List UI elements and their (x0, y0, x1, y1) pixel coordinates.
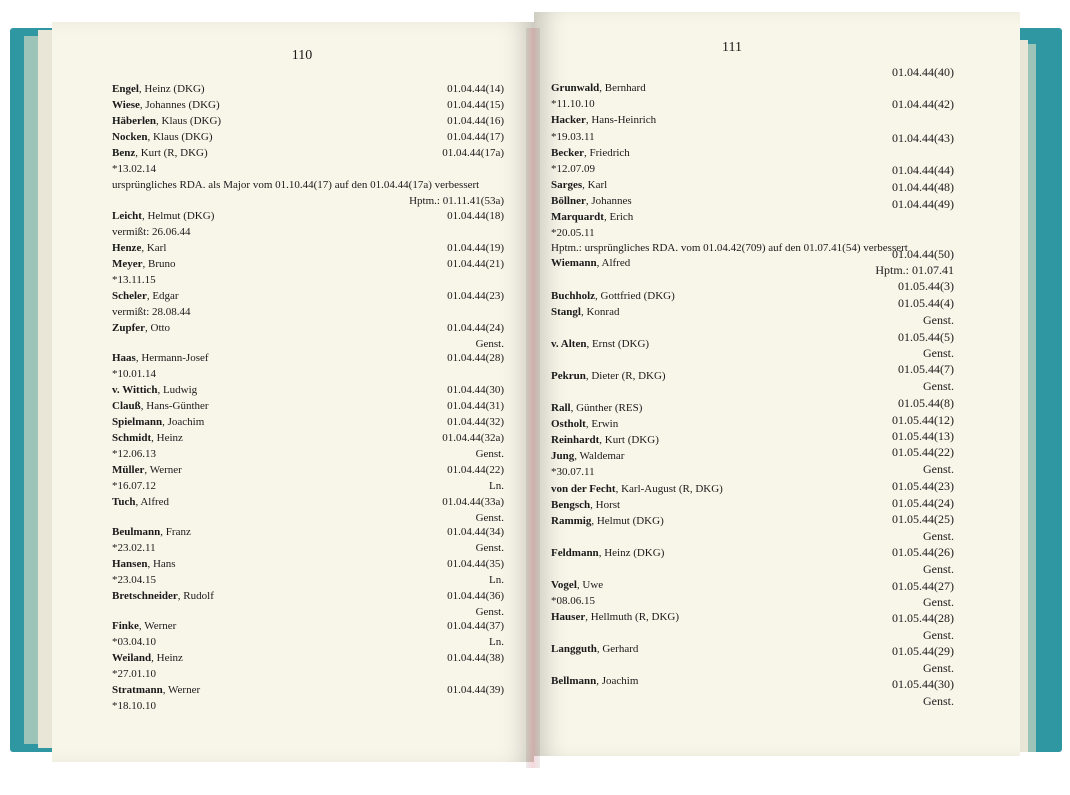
entry-given-name: , Günther (RES) (570, 402, 643, 414)
entry-name (551, 449, 624, 463)
entry-name (112, 463, 182, 477)
entry-given-name: , Hans (147, 558, 176, 570)
entry-name (551, 674, 638, 688)
entry-name (551, 578, 603, 592)
entry-surname: Finke (112, 620, 139, 632)
entry-date: 01.04.44(32a) (442, 432, 504, 444)
entry-remark: Genst. (923, 313, 954, 327)
entry-date: 01.05.44(29) (892, 644, 954, 658)
entry-surname: Bellmann (551, 675, 597, 687)
entry-surname: Häberlen (112, 115, 156, 127)
entry-given-name: , Rudolf (177, 590, 214, 602)
entry-remark: Genst. (475, 606, 504, 618)
entry-surname: Grunwald (551, 82, 600, 94)
entry-surname: Rall (551, 402, 571, 414)
entry-remark: Hptm.: 01.11.41(53a) (409, 195, 504, 207)
entry-remark: Genst. (923, 462, 954, 476)
entry-date: 01.04.44(49) (892, 197, 954, 211)
entry-remark: Genst. (475, 338, 504, 350)
entry-date: 01.04.44(32) (447, 416, 504, 428)
entry-note: *03.04.10 (112, 636, 156, 648)
entry-name (112, 351, 209, 365)
entry-given-name: , Johannes (585, 195, 632, 207)
entry-surname: Weiland (112, 652, 152, 664)
entry-note: *18.10.10 (112, 700, 156, 712)
entry-given-name: , Gottfried (DKG) (595, 290, 675, 302)
entry-name (551, 546, 664, 560)
entry-date: 01.04.44(17a) (442, 147, 504, 159)
entry-date: 01.05.44(7) (898, 362, 954, 376)
entry-date: 01.04.44(16) (447, 115, 504, 127)
entry-remark: Hptm.: 01.07.41 (875, 263, 954, 277)
entry-note: *16.07.12 (112, 480, 156, 492)
entry-note: vermißt: 26.06.44 (112, 226, 191, 238)
entry-given-name: , Joachim (596, 675, 639, 687)
entry-name (551, 256, 630, 270)
entry-remark: Genst. (475, 542, 504, 554)
entry-date: 01.04.44(34) (447, 526, 504, 538)
entry-given-name: , Alfred (596, 257, 631, 269)
entry-given-name: , Konrad (580, 306, 620, 318)
entry-given-name: , Kurt (DKG) (599, 434, 659, 446)
entry-surname: Leicht (112, 210, 142, 222)
entry-name (551, 433, 659, 447)
entry-given-name: , Hans-Günther (140, 400, 209, 412)
entry-given-name: , Helmut (DKG) (141, 210, 215, 222)
entry-name (551, 417, 618, 431)
entry-surname: Vogel (551, 579, 577, 591)
entry-given-name: , Edgar (146, 290, 179, 302)
entry-name (112, 557, 176, 571)
entry-surname: Jung (551, 450, 575, 462)
entry-date: 01.05.44(27) (892, 579, 954, 593)
entry-given-name: , Klaus (DKG) (156, 115, 222, 127)
entry-given-name: , Bruno (142, 258, 176, 270)
entry-surname: Stangl (551, 306, 581, 318)
entry-surname: Buchholz (551, 290, 596, 302)
entry-date: 01.04.44(35) (447, 558, 504, 570)
entry-date: 01.04.44(22) (447, 464, 504, 476)
entry-given-name: , Erwin (585, 418, 619, 430)
entry-given-name: , Franz (160, 526, 191, 538)
entry-given-name: , Waldemar (574, 450, 625, 462)
entry-surname: Ostholt (551, 418, 586, 430)
entry-surname: Beulmann (112, 526, 161, 538)
entry-given-name: , Hellmuth (R, DKG) (585, 611, 680, 623)
entry-surname: Benz (112, 147, 136, 159)
entry-surname: von der Fecht (551, 483, 616, 495)
entry-surname: Meyer (112, 258, 143, 270)
entry-name (112, 651, 183, 665)
entry-name (551, 210, 633, 224)
entry-date: 01.04.44(33a) (442, 496, 504, 508)
entry-note: *08.06.15 (551, 595, 595, 607)
entry-name (551, 113, 656, 127)
entry-surname: Becker (551, 147, 584, 159)
entry-name (551, 514, 664, 528)
entry-given-name: , Karl-August (R, DKG) (615, 483, 723, 495)
entry-surname: Engel (112, 83, 139, 95)
entry-surname: Haas (112, 352, 136, 364)
entry-remark: Ln. (489, 480, 504, 492)
entry-name (551, 289, 675, 303)
entry-note: *13.02.14 (112, 163, 156, 175)
entry-surname: Hacker (551, 114, 586, 126)
entry-date: 01.04.44(15) (447, 99, 504, 111)
entry-name (551, 178, 607, 192)
entry-date: 01.04.44(42) (892, 97, 954, 111)
entry-note: *13.11.15 (112, 274, 156, 286)
entry-date: 01.05.44(4) (898, 296, 954, 310)
entry-surname: Bretschneider (112, 590, 178, 602)
entry-name (551, 305, 619, 319)
entry-remark: Genst. (923, 562, 954, 576)
entry-surname: v. Alten (551, 338, 587, 350)
entry-surname: Müller (112, 464, 145, 476)
entry-date: 01.05.44(26) (892, 545, 954, 559)
entry-remark: Genst. (923, 346, 954, 360)
entry-note: *11.10.10 (551, 98, 595, 110)
entry-surname: Stratmann (112, 684, 163, 696)
entry-date: 01.05.44(30) (892, 677, 954, 691)
entry-date: 01.05.44(12) (892, 413, 954, 427)
entry-given-name: , Kurt (R, DKG) (135, 147, 208, 159)
left-page (52, 22, 534, 762)
entry-given-name: , Johannes (DKG) (139, 99, 220, 111)
page-number-left: 110 (291, 48, 313, 63)
entry-date: 01.05.44(28) (892, 611, 954, 625)
entry-given-name: , Heinz (DKG) (138, 83, 205, 95)
entry-given-name: , Bernhard (599, 82, 646, 94)
entry-surname: Sarges (551, 179, 583, 191)
entry-date: 01.05.44(22) (892, 445, 954, 459)
entry-given-name: , Joachim (162, 416, 205, 428)
entry-surname: Pekrun (551, 370, 586, 382)
entry-surname: Nocken (112, 131, 148, 143)
entry-name (112, 209, 214, 223)
entry-remark: Ln. (489, 574, 504, 586)
entry-name (112, 146, 208, 160)
entry-name (551, 498, 620, 512)
entry-name (551, 610, 679, 624)
entry-date: 01.04.44(40) (892, 65, 954, 79)
entry-name (112, 431, 183, 445)
entry-name (551, 337, 649, 351)
page-number-right: 111 (722, 40, 742, 55)
entry-date: 01.04.44(48) (892, 180, 954, 194)
entry-name (551, 146, 630, 160)
entry-date: 01.05.44(3) (898, 279, 954, 293)
entry-surname: Böllner (551, 195, 586, 207)
entry-name (112, 257, 176, 271)
entry-name (551, 81, 646, 95)
entry-surname: Scheler (112, 290, 147, 302)
entry-given-name: , Klaus (DKG) (147, 131, 213, 143)
entry-name (112, 589, 214, 603)
entry-note: Hptm.: ursprüngliches RDA. vom 01.04.42(709) auf den 01.07.41(54) verbessert (551, 242, 908, 254)
entry-surname: Marquardt (551, 211, 604, 223)
entry-name (112, 114, 221, 128)
entry-given-name: , Otto (145, 322, 171, 334)
entry-name (112, 241, 166, 255)
entry-remark: Genst. (923, 694, 954, 708)
entry-note: *10.01.14 (112, 368, 156, 380)
entry-remark: Genst. (923, 628, 954, 642)
entry-note: vermißt: 28.08.44 (112, 306, 191, 318)
entry-date: 01.05.44(24) (892, 496, 954, 510)
entry-date: 01.04.44(39) (447, 684, 504, 696)
entry-date: 01.04.44(31) (447, 400, 504, 412)
entry-surname: Langguth (551, 643, 597, 655)
entry-surname: Bengsch (551, 499, 591, 511)
entry-date: 01.05.44(8) (898, 396, 954, 410)
entry-given-name: , Hermann-Josef (135, 352, 209, 364)
entry-remark: Genst. (923, 595, 954, 609)
entry-date: 01.04.44(38) (447, 652, 504, 664)
entry-given-name: , Alfred (135, 496, 170, 508)
entry-date: 01.04.44(19) (447, 242, 504, 254)
entry-remark: Genst. (475, 512, 504, 524)
entry-remark: Ln. (489, 636, 504, 648)
entry-name (112, 495, 169, 509)
entry-name (112, 321, 170, 335)
entry-name (112, 619, 176, 633)
entry-given-name: , Horst (590, 499, 621, 511)
entry-remark: Genst. (923, 379, 954, 393)
entry-surname: Feldmann (551, 547, 599, 559)
entry-remark: Genst. (475, 448, 504, 460)
entry-given-name: , Dieter (R, DKG) (585, 370, 666, 382)
entry-note: *30.07.11 (551, 466, 595, 478)
entry-date: 01.05.44(25) (892, 512, 954, 526)
entry-given-name: , Werner (144, 464, 182, 476)
entry-surname: Zupfer (112, 322, 145, 334)
entry-surname: Clauß (112, 400, 141, 412)
entry-remark: Genst. (923, 529, 954, 543)
entry-given-name: , Hans-Heinrich (585, 114, 657, 126)
entry-surname: Hauser (551, 611, 586, 623)
entry-surname: Wiemann (551, 257, 597, 269)
entry-date: 01.04.44(17) (447, 131, 504, 143)
entry-name (112, 130, 213, 144)
entry-surname: Spielmann (112, 416, 163, 428)
entry-name (112, 683, 200, 697)
book-gutter (526, 28, 540, 768)
entry-date: 01.05.44(23) (892, 479, 954, 493)
entry-date: 01.05.44(13) (892, 429, 954, 443)
entry-name (112, 383, 197, 397)
entry-surname: Reinhardt (551, 434, 600, 446)
entry-surname: Rammig (551, 515, 592, 527)
entry-given-name: , Ludwig (157, 384, 198, 396)
entry-name (551, 401, 642, 415)
entry-given-name: , Uwe (576, 579, 604, 591)
right-page (534, 12, 1020, 756)
entry-given-name: , Werner (162, 684, 201, 696)
entry-given-name: , Gerhard (596, 643, 639, 655)
entry-date: 01.04.44(30) (447, 384, 504, 396)
entry-surname: Wiese (112, 99, 140, 111)
entry-name (112, 415, 204, 429)
entry-surname: v. Wittich (112, 384, 158, 396)
entry-name (112, 289, 179, 303)
entry-note: *12.07.09 (551, 163, 595, 175)
entry-given-name: , Werner (138, 620, 177, 632)
entry-note: *12.06.13 (112, 448, 156, 460)
entry-date: 01.04.44(24) (447, 322, 504, 334)
entry-given-name: , Heinz (DKG) (598, 547, 665, 559)
entry-surname: Hansen (112, 558, 148, 570)
entry-surname: Schmidt (112, 432, 152, 444)
entry-name (112, 82, 205, 96)
entry-note: *23.02.11 (112, 542, 156, 554)
entry-name (112, 98, 220, 112)
entry-date: 01.04.44(43) (892, 131, 954, 145)
entry-date: 01.04.44(18) (447, 210, 504, 222)
entry-name (551, 482, 723, 496)
entry-given-name: , Heinz (151, 652, 183, 664)
entry-date: 01.05.44(5) (898, 330, 954, 344)
entry-name (112, 525, 191, 539)
entry-name (551, 369, 666, 383)
entry-remark: Genst. (923, 661, 954, 675)
entry-date: 01.04.44(36) (447, 590, 504, 602)
entry-note: *20.05.11 (551, 227, 595, 239)
entry-given-name: , Heinz (151, 432, 183, 444)
entry-surname: Henze (112, 242, 142, 254)
entry-note: ursprüngliches RDA. als Major vom 01.10.44(17) auf den 01.04.44(17a) verbessert (112, 179, 480, 191)
entry-date: 01.04.44(28) (447, 352, 504, 364)
entry-date: 01.04.44(44) (892, 163, 954, 177)
entry-given-name: , Karl (582, 179, 608, 191)
entry-date: 01.04.44(23) (447, 290, 504, 302)
entry-date: 01.04.44(37) (447, 620, 504, 632)
entry-name (551, 194, 632, 208)
entry-given-name: , Ernst (DKG) (586, 338, 650, 350)
entry-name (551, 642, 638, 656)
entry-given-name: , Karl (141, 242, 167, 254)
entry-note: *23.04.15 (112, 574, 156, 586)
entry-surname: Tuch (112, 496, 136, 508)
entry-note: *27.01.10 (112, 668, 156, 680)
entry-date: 01.04.44(21) (447, 258, 504, 270)
entry-date: 01.04.44(50) (892, 247, 954, 261)
entry-name (112, 399, 209, 413)
entry-given-name: , Erich (603, 211, 634, 223)
entry-given-name: , Friedrich (583, 147, 630, 159)
entry-note: *19.03.11 (551, 131, 595, 143)
entry-date: 01.04.44(14) (447, 83, 504, 95)
entry-given-name: , Helmut (DKG) (591, 515, 664, 527)
